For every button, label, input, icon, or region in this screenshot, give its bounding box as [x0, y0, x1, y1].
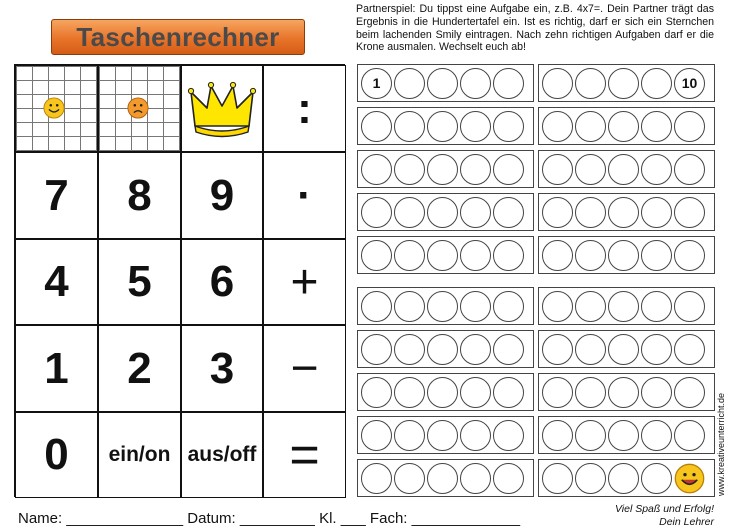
answer-circle[interactable] — [608, 463, 639, 494]
closing-line-1: Viel Spaß und Erfolg! — [614, 503, 714, 515]
tracker-row — [538, 193, 715, 231]
tracker-row — [538, 287, 715, 325]
answer-circle[interactable] — [575, 463, 606, 494]
answer-circle[interactable] — [427, 463, 458, 494]
key-0[interactable]: 0 — [15, 412, 98, 498]
answer-circle[interactable] — [608, 68, 639, 99]
answer-circle[interactable] — [361, 197, 392, 228]
multiply-key[interactable]: · — [263, 152, 346, 239]
answer-circle[interactable] — [641, 111, 672, 142]
answer-circle[interactable] — [427, 68, 458, 99]
key-5[interactable]: 5 — [98, 239, 181, 325]
sad-smiley-icon — [127, 97, 149, 119]
answer-circle[interactable] — [460, 111, 491, 142]
answer-circle[interactable] — [361, 154, 392, 185]
answer-circle[interactable] — [394, 68, 425, 99]
happy-smiley-icon — [674, 463, 705, 494]
tracker-row — [357, 330, 534, 368]
answer-circle-tenth[interactable]: 10 — [674, 68, 705, 99]
answer-circle[interactable] — [674, 240, 705, 271]
answer-circle-first[interactable]: 1 — [361, 68, 392, 99]
answer-circle[interactable] — [674, 334, 705, 365]
tracker-row — [357, 287, 534, 325]
on-key[interactable]: ein/on — [98, 412, 181, 498]
answer-circle[interactable] — [493, 154, 524, 185]
answer-circle[interactable] — [493, 291, 524, 322]
tracker-row — [357, 107, 534, 145]
key-9[interactable]: 9 — [181, 152, 263, 239]
tracker-row — [357, 64, 534, 102]
tracker-row — [357, 373, 534, 411]
closing-line-2: Dein Lehrer — [659, 516, 714, 528]
answer-circle[interactable] — [361, 420, 392, 451]
answer-circle[interactable] — [460, 291, 491, 322]
key-1[interactable]: 1 — [15, 325, 98, 412]
answer-circle[interactable] — [394, 111, 425, 142]
answer-circle[interactable] — [608, 377, 639, 408]
answer-circle[interactable] — [460, 154, 491, 185]
student-info-fields: Name: ______________ Datum: _________ Kl. ___ Fach: _____________ — [18, 510, 521, 527]
answer-circle[interactable] — [575, 240, 606, 271]
key-2[interactable]: 2 — [98, 325, 181, 412]
tracker-row — [538, 373, 715, 411]
answer-circle[interactable] — [641, 334, 672, 365]
answer-circle[interactable] — [394, 197, 425, 228]
answer-circle[interactable] — [641, 463, 672, 494]
answer-circle[interactable] — [493, 463, 524, 494]
tracker-row — [357, 416, 534, 454]
happy-smiley-icon — [43, 97, 65, 119]
answer-circle[interactable] — [641, 197, 672, 228]
answer-circle[interactable] — [427, 377, 458, 408]
answer-circle[interactable] — [608, 291, 639, 322]
tracker-row — [538, 459, 715, 497]
answer-circle[interactable] — [641, 154, 672, 185]
key-3[interactable]: 3 — [181, 325, 263, 412]
answer-circle[interactable] — [575, 291, 606, 322]
answer-circle[interactable] — [361, 240, 392, 271]
answer-circle[interactable] — [493, 68, 524, 99]
answer-circle[interactable] — [542, 377, 573, 408]
answer-circle[interactable] — [361, 111, 392, 142]
tracker-row — [538, 330, 715, 368]
answer-circle[interactable] — [641, 291, 672, 322]
answer-circle[interactable] — [674, 154, 705, 185]
answer-circle[interactable] — [427, 334, 458, 365]
answer-circle[interactable] — [493, 240, 524, 271]
answer-circle[interactable] — [608, 154, 639, 185]
answer-circle[interactable] — [608, 240, 639, 271]
answer-circle[interactable] — [493, 420, 524, 451]
instructions-text: Partnerspiel: Du tippst eine Aufgabe ein, z.B. 4x7=. Dein Partner trägt das Ergebnis in die Hundertertafel ein. Ist es richtig, darf er sich ein Sternchen beim lachenden Smily eintragen. Nach zehn richtigen Aufgaben darf er die Krone ausmalen. Wechselt euch ab! — [356, 3, 714, 54]
tracker-row — [357, 459, 534, 497]
answer-circle[interactable] — [608, 197, 639, 228]
happy-smiley-grid-cell — [15, 65, 98, 152]
answer-circle[interactable] — [493, 111, 524, 142]
answer-circle[interactable] — [361, 334, 392, 365]
page-title: Taschenrechner — [51, 19, 305, 55]
closing-message — [600, 503, 714, 529]
answer-circle[interactable] — [493, 334, 524, 365]
equals-key[interactable]: = — [263, 412, 346, 498]
answer-circle[interactable] — [674, 111, 705, 142]
website-label: www.kreativeunterricht.de — [716, 392, 726, 496]
answer-circle[interactable] — [493, 197, 524, 228]
answer-circle[interactable] — [641, 240, 672, 271]
divide-key[interactable]: : — [263, 65, 346, 152]
answer-circle[interactable] — [427, 154, 458, 185]
answer-circle[interactable] — [427, 420, 458, 451]
answer-circle[interactable] — [542, 420, 573, 451]
answer-circle[interactable] — [674, 420, 705, 451]
sad-smiley-grid-cell — [98, 65, 181, 152]
tracker-row — [538, 150, 715, 188]
answer-circle[interactable] — [460, 197, 491, 228]
answer-circle[interactable] — [542, 463, 573, 494]
key-6[interactable]: 6 — [181, 239, 263, 325]
answer-circle[interactable] — [542, 291, 573, 322]
answer-circle[interactable] — [361, 291, 392, 322]
off-key[interactable]: aus/off — [181, 412, 263, 498]
answer-circle[interactable] — [427, 111, 458, 142]
key-8[interactable]: 8 — [98, 152, 181, 239]
calculator-keypad — [14, 64, 345, 497]
answer-circle[interactable] — [394, 420, 425, 451]
crown-icon — [187, 78, 257, 140]
answer-circle[interactable] — [427, 197, 458, 228]
answer-circle[interactable] — [493, 377, 524, 408]
answer-circle[interactable] — [361, 377, 392, 408]
answer-circle[interactable] — [575, 154, 606, 185]
answer-circle[interactable] — [460, 240, 491, 271]
answer-circle[interactable] — [674, 197, 705, 228]
tracker-row — [538, 64, 715, 102]
answer-circle[interactable] — [575, 334, 606, 365]
answer-circle[interactable] — [460, 377, 491, 408]
answer-circle[interactable] — [394, 334, 425, 365]
answer-circle[interactable] — [460, 334, 491, 365]
answer-circle[interactable] — [394, 377, 425, 408]
answer-circle[interactable] — [542, 154, 573, 185]
answer-circle[interactable] — [542, 68, 573, 99]
tracker-row — [538, 416, 715, 454]
answer-circle[interactable] — [361, 463, 392, 494]
answer-circle[interactable] — [641, 68, 672, 99]
answer-circle[interactable] — [460, 420, 491, 451]
tracker-row — [357, 236, 534, 274]
answer-circle[interactable] — [641, 420, 672, 451]
answer-circle[interactable] — [674, 377, 705, 408]
answer-circle[interactable] — [608, 111, 639, 142]
answer-circle[interactable] — [542, 240, 573, 271]
answer-circle[interactable] — [394, 463, 425, 494]
answer-circle[interactable] — [542, 334, 573, 365]
reward-smiley-circle[interactable] — [674, 463, 705, 494]
answer-circle[interactable] — [575, 68, 606, 99]
answer-circle[interactable] — [575, 111, 606, 142]
answer-circle[interactable] — [608, 420, 639, 451]
tracker-row — [538, 107, 715, 145]
answer-circle[interactable] — [575, 197, 606, 228]
tracker-row — [357, 150, 534, 188]
plus-key[interactable]: + — [263, 239, 346, 325]
answer-circle[interactable] — [394, 154, 425, 185]
answer-circle[interactable] — [575, 420, 606, 451]
answer-circle[interactable] — [641, 377, 672, 408]
minus-key[interactable]: − — [263, 325, 346, 412]
answer-circle[interactable] — [427, 240, 458, 271]
answer-circle[interactable] — [460, 463, 491, 494]
answer-circle[interactable] — [427, 291, 458, 322]
tracker-row — [538, 236, 715, 274]
answer-circle[interactable] — [394, 291, 425, 322]
answer-circle[interactable] — [575, 377, 606, 408]
answer-circle[interactable] — [674, 291, 705, 322]
answer-circle[interactable] — [608, 334, 639, 365]
crown-key[interactable] — [181, 65, 263, 152]
key-7[interactable]: 7 — [15, 152, 98, 239]
key-4[interactable]: 4 — [15, 239, 98, 325]
answer-circle[interactable] — [460, 68, 491, 99]
answer-circle[interactable] — [394, 240, 425, 271]
answer-circle[interactable] — [542, 197, 573, 228]
answer-circle[interactable] — [542, 111, 573, 142]
tracker-row — [357, 193, 534, 231]
